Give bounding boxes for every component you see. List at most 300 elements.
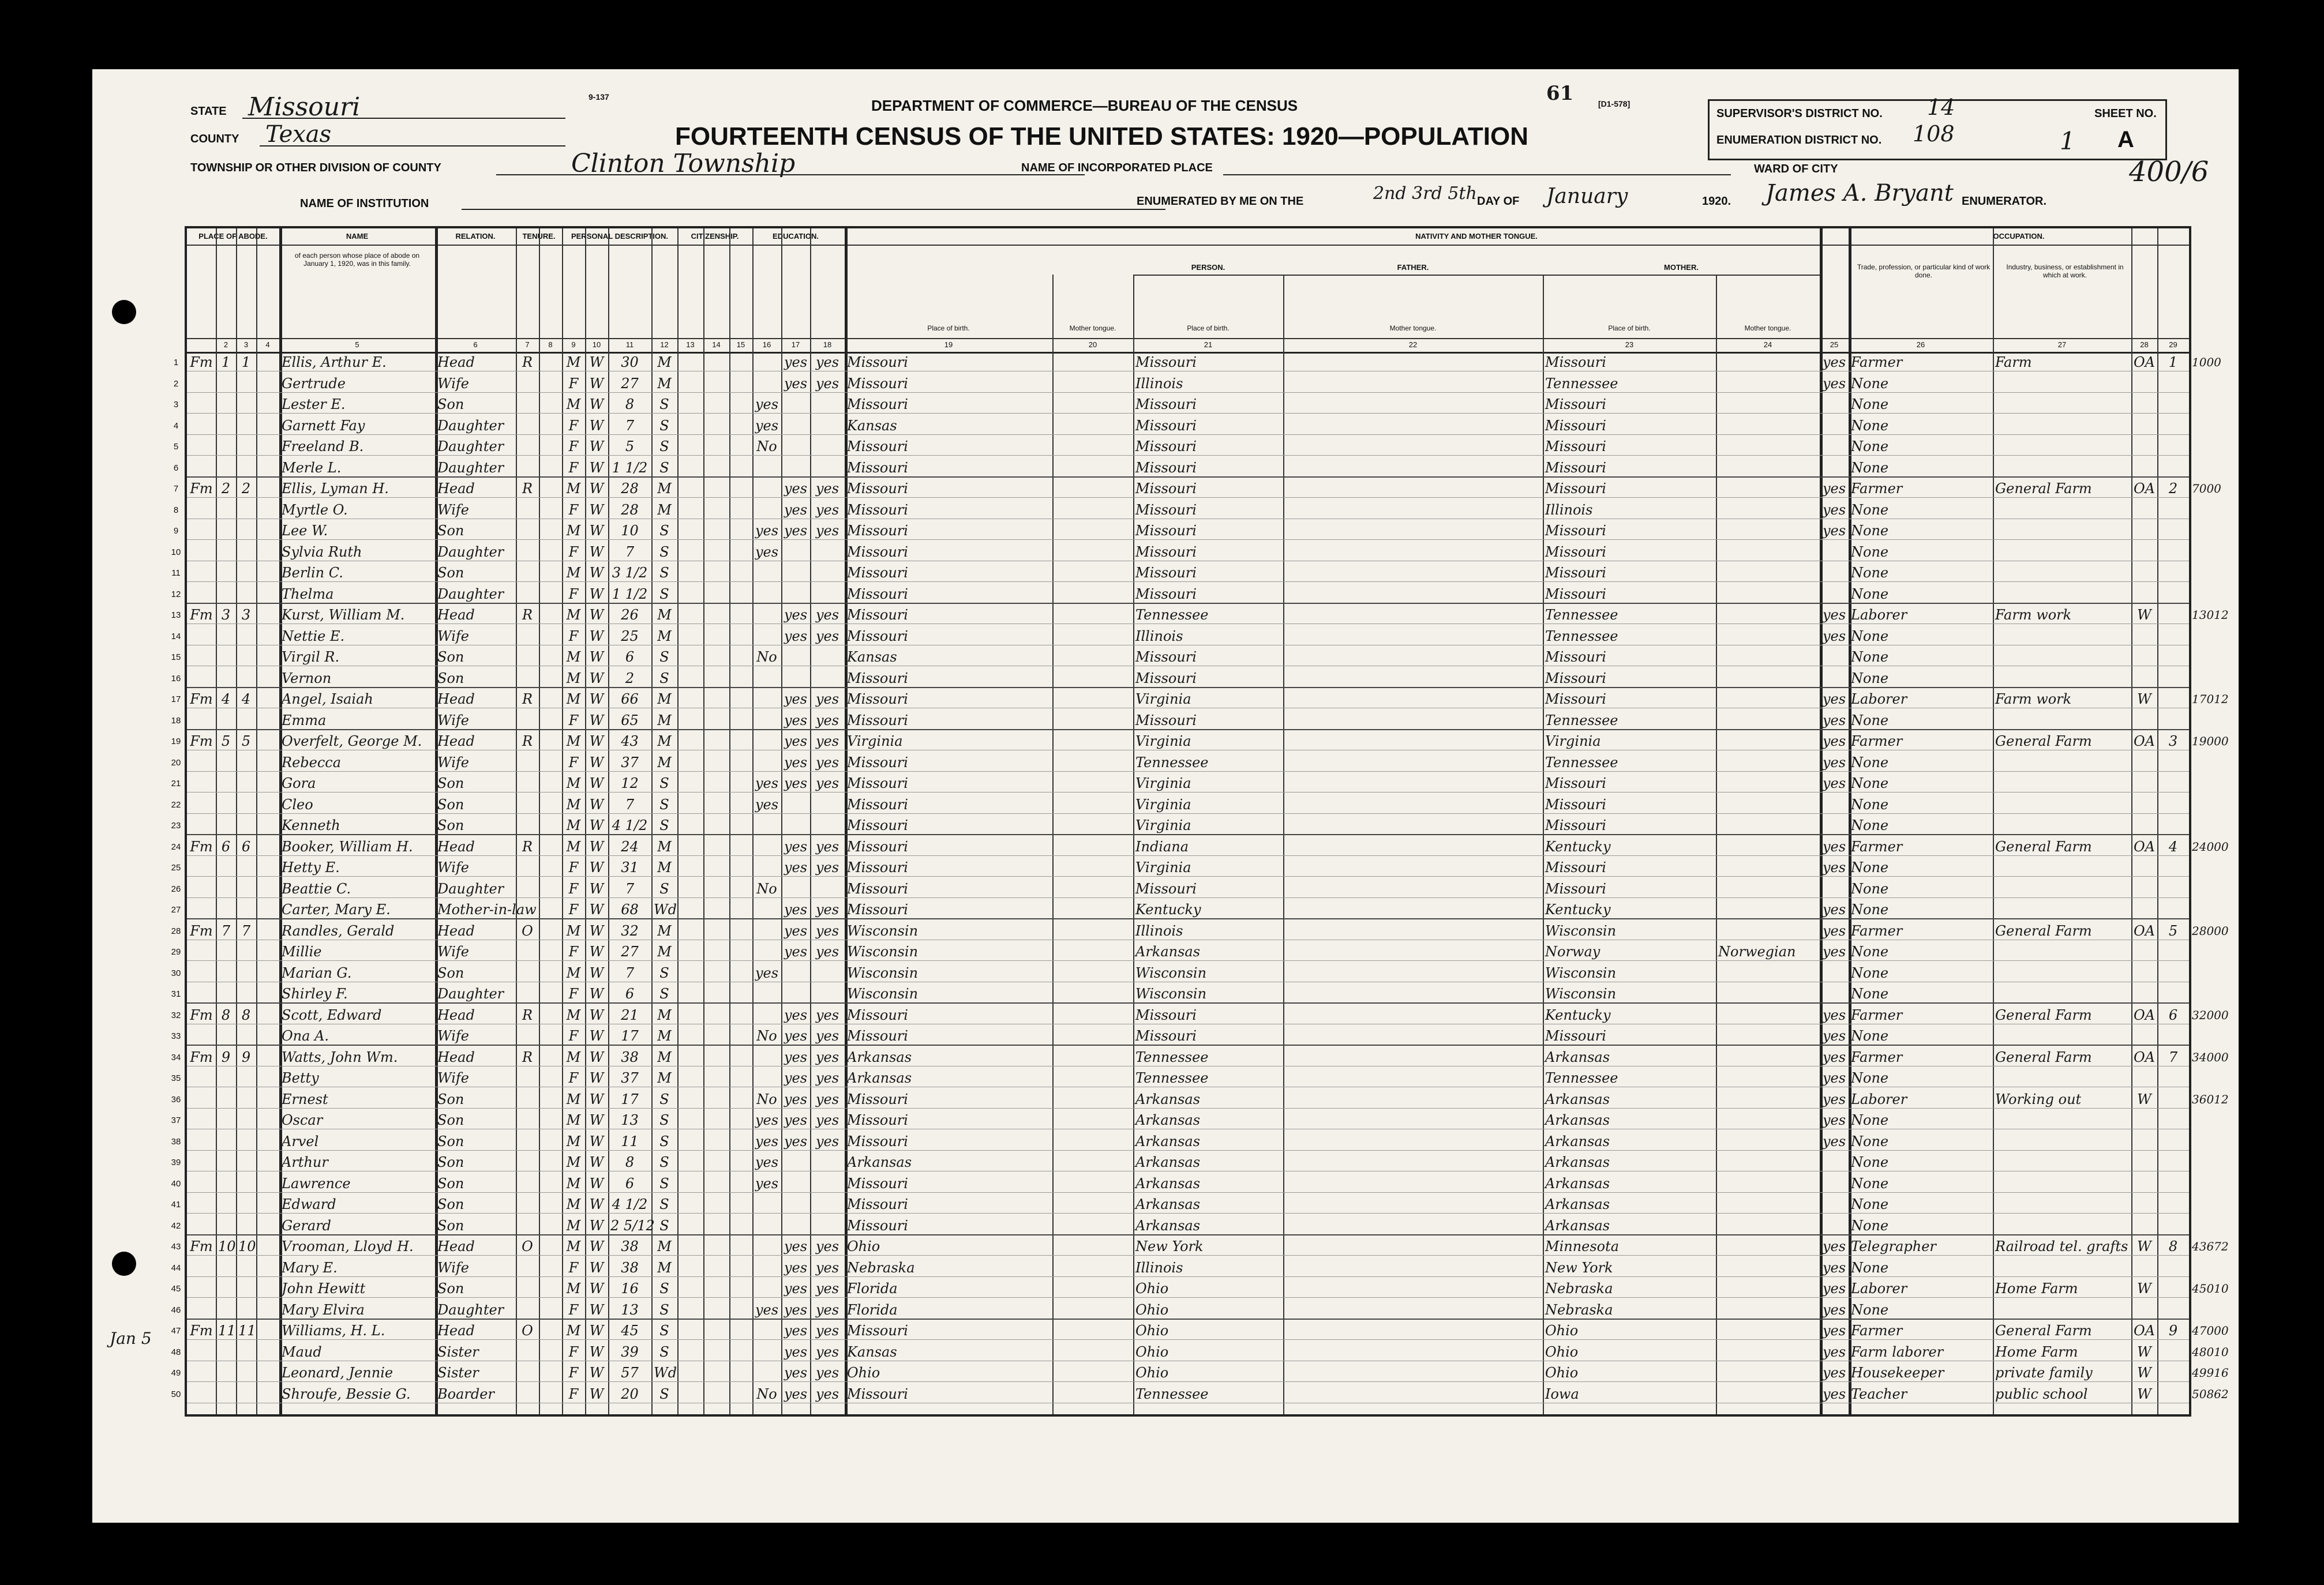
cell-mtongue: [1718, 839, 1817, 855]
cell-ms: Wd: [654, 902, 677, 918]
supervisor-label: SUPERVISOR'S DISTRICT NO.: [1716, 107, 1883, 120]
cell-trade: None: [1851, 880, 1889, 897]
cell-trade: Farmer: [1851, 1323, 1903, 1339]
cell-trade: None: [1851, 817, 1889, 833]
cell-pob: Kansas: [847, 417, 897, 434]
cell-read: yes: [784, 1385, 808, 1402]
hdr-pob-mother: Place of birth.: [1608, 324, 1651, 332]
cell-fpob: Missouri: [1135, 523, 1197, 539]
cell-mtongue: [1718, 1112, 1817, 1129]
cell-cls: W: [2137, 1343, 2151, 1360]
cell-fa: [238, 586, 254, 603]
cell-trade: None: [1851, 796, 1889, 813]
cell-ten: [518, 396, 537, 413]
cell-ms: S: [659, 1175, 669, 1192]
cell-sex: F: [568, 1028, 579, 1044]
cell-rel: Head: [437, 607, 475, 623]
cell-ten: R: [522, 607, 533, 623]
cell-ind: General Farm: [1995, 922, 2092, 939]
line-number: 24: [171, 842, 181, 852]
cell-ms: S: [659, 670, 669, 686]
cell-write: yes: [815, 775, 839, 791]
cell-sex: M: [566, 817, 581, 833]
cell-trade: None: [1851, 944, 1889, 960]
cell-race: W: [589, 838, 604, 855]
line-number: 20: [171, 757, 181, 768]
month-value: January: [1546, 185, 1628, 208]
cell-farm: [2160, 691, 2187, 708]
cell-dw: [218, 1091, 234, 1108]
hdr-tongue-mother: Mother tongue.: [1744, 324, 1791, 332]
cell-read: yes: [784, 1028, 808, 1044]
cell-age: 38: [621, 1259, 639, 1276]
cell-sch: [755, 733, 779, 750]
cell-sch: yes: [755, 543, 779, 560]
line-number: 41: [171, 1200, 181, 1210]
table-row: [171, 1301, 2189, 1320]
cell-sex: M: [566, 1091, 581, 1107]
line-number: 29: [171, 947, 181, 957]
table-row: [171, 754, 2189, 772]
cell-st: [189, 396, 213, 413]
table-row: [171, 1280, 2229, 1298]
cell-race: W: [589, 628, 604, 644]
page-number: 61: [1546, 82, 1574, 105]
cell-code: [2192, 586, 2244, 603]
cell-mtongue: [1718, 1196, 1817, 1213]
cell-fpob: Indiana: [1135, 838, 1189, 855]
cell-sch: [755, 902, 779, 918]
cell-ms: S: [659, 1133, 669, 1150]
cell-fa: 11: [238, 1323, 256, 1339]
cell-ms: S: [659, 523, 669, 539]
cell-trade: None: [1851, 1133, 1889, 1150]
cell-trade: Farmer: [1851, 1049, 1903, 1065]
cell-farm: [2160, 1365, 2187, 1381]
cell-fa: 7: [241, 922, 251, 939]
cell-trade: None: [1851, 1259, 1889, 1276]
cell-cls: [2134, 817, 2155, 834]
cell-race: W: [589, 670, 604, 686]
line-number: 14: [171, 631, 181, 641]
cell-race: W: [589, 964, 604, 981]
cell-write: [812, 817, 842, 834]
cell-write: yes: [815, 480, 839, 497]
column-number: 12: [660, 340, 669, 349]
cell-mpob: Missouri: [1545, 691, 1606, 707]
cell-sex: M: [566, 964, 581, 981]
cell-mpob: Wisconsin: [1545, 964, 1617, 981]
cell-st: Fm: [190, 733, 213, 749]
cell-sch: [755, 502, 779, 519]
cell-write: yes: [815, 1301, 839, 1318]
cell-dw: [218, 523, 234, 539]
cell-code: [2192, 986, 2244, 1002]
cell-mpob: Missouri: [1545, 396, 1606, 412]
cell-write: [812, 1196, 842, 1213]
cell-farm: [2160, 607, 2187, 624]
cell-mpob: Tennessee: [1545, 754, 1618, 771]
cell-name: Beattie C.: [282, 880, 351, 897]
cell-farm: [2160, 1386, 2187, 1403]
cell-code: [2192, 565, 2244, 581]
cell-code: [2192, 375, 2244, 392]
cell-mpob: Missouri: [1545, 459, 1606, 476]
cell-code: [2192, 460, 2244, 476]
cell-race: W: [589, 1028, 604, 1044]
cell-name: Mary Elvira: [282, 1301, 365, 1318]
cell-dw: [218, 1365, 234, 1381]
cell-ten: R: [522, 691, 533, 707]
cell-pob: Missouri: [847, 880, 908, 897]
cell-st: [189, 1196, 213, 1213]
cell-ind: [1995, 1260, 2129, 1276]
cell-dw: [218, 1112, 234, 1129]
cell-mpob: Ohio: [1545, 1323, 1579, 1339]
cell-farm: [2160, 881, 2187, 897]
cell-dw: [218, 418, 234, 434]
cell-age: 38: [621, 1238, 639, 1255]
line-number: 12: [171, 589, 181, 599]
hdr-relation: RELATION.: [455, 232, 496, 241]
cell-sex: F: [568, 1385, 579, 1402]
cell-code: [2192, 881, 2244, 897]
cell-eng: [1822, 881, 1846, 897]
cell-dw: [218, 565, 234, 581]
cell-sch: yes: [755, 964, 779, 981]
cell-age: 28: [621, 501, 639, 518]
cell-race: W: [589, 902, 604, 918]
cell-cls: [2134, 375, 2155, 392]
cell-dw: 6: [221, 838, 231, 855]
cell-sex: F: [568, 712, 579, 728]
doc-code: [D1-578]: [1598, 99, 1630, 108]
cell-ind: [1995, 544, 2129, 561]
cell-pob: Missouri: [847, 354, 908, 370]
hdr-father: FATHER.: [1397, 263, 1429, 272]
cell-farm: 3: [2168, 733, 2178, 749]
cell-fa: [238, 670, 254, 687]
cell-eng: [1822, 396, 1846, 413]
cell-dw: [218, 754, 234, 771]
cell-farm: [2160, 523, 2187, 539]
cell-age: 16: [621, 1280, 639, 1297]
cell-sch: [755, 607, 779, 624]
cell-st: [189, 670, 213, 687]
cell-fpob: Arkansas: [1135, 1196, 1201, 1212]
cell-read: [784, 965, 808, 982]
cell-eng: [1822, 1154, 1846, 1171]
cell-eng: [1822, 965, 1846, 982]
cell-name: Vernon: [282, 670, 332, 686]
cell-mpob: Illinois: [1545, 501, 1593, 518]
cell-trade: Laborer: [1851, 691, 1907, 707]
cell-eng: yes: [1822, 607, 1846, 623]
column-number: 19: [944, 340, 953, 349]
cell-race: W: [589, 1217, 604, 1234]
cell-age: 32: [621, 922, 639, 939]
cell-st: Fm: [190, 691, 213, 707]
cell-mpob: Missouri: [1545, 817, 1606, 833]
cell-mpob: Missouri: [1545, 859, 1606, 876]
cell-ind: [1995, 460, 2129, 476]
table-row: [171, 1049, 2229, 1066]
cell-pob: Missouri: [847, 796, 908, 813]
cell-farm: [2160, 1175, 2187, 1192]
cell-age: 17: [621, 1028, 639, 1044]
cell-eng: yes: [1822, 1365, 1846, 1381]
cell-mtongue: [1718, 523, 1817, 539]
cell-ten: R: [522, 733, 533, 749]
cell-ms: S: [659, 459, 669, 476]
cell-ms: M: [657, 501, 672, 518]
hdr-citizenship: CITIZENSHIP.: [691, 232, 739, 241]
cell-name: Thelma: [282, 585, 334, 602]
cell-read: yes: [784, 523, 808, 539]
cell-sex: M: [566, 1217, 581, 1234]
cell-mtongue: [1718, 986, 1817, 1002]
cell-ms: S: [659, 543, 669, 560]
cell-cls: OA: [2134, 838, 2156, 855]
cell-write: [812, 881, 842, 897]
cell-read: yes: [784, 922, 808, 939]
cell-code: 36012: [2192, 1092, 2229, 1106]
table-row: [171, 1133, 2189, 1151]
cell-farm: [2160, 1091, 2187, 1108]
cell-name: Gerard: [282, 1217, 331, 1234]
table-row: [171, 1259, 2189, 1277]
cell-rel: Head: [437, 922, 475, 939]
cell-sch: yes: [755, 396, 779, 412]
cell-name: Maud: [282, 1343, 322, 1360]
cell-code: [2192, 523, 2244, 539]
cell-ms: M: [657, 922, 672, 939]
cell-age: 38: [621, 1049, 639, 1065]
line-number: 22: [171, 799, 181, 810]
cell-mpob: Arkansas: [1545, 1091, 1610, 1107]
cell-st: [189, 1386, 213, 1403]
cell-fa: [238, 1133, 254, 1150]
cell-ms: S: [659, 1217, 669, 1234]
cell-st: [189, 1091, 213, 1108]
cell-write: [812, 1175, 842, 1192]
table-row: [171, 670, 2189, 688]
cell-read: [784, 544, 808, 561]
cell-write: yes: [815, 1259, 839, 1276]
cell-mtongue: [1718, 1218, 1817, 1234]
cell-pob: Missouri: [847, 607, 908, 623]
cell-rel: Head: [437, 1006, 475, 1023]
cell-sch: [755, 923, 779, 940]
hdr-pob-person: Place of birth.: [927, 324, 970, 332]
cell-pob: Ohio: [847, 1365, 880, 1381]
cell-farm: 8: [2168, 1238, 2178, 1255]
cell-fa: 1: [241, 354, 251, 370]
cell-code: [2192, 502, 2244, 519]
cell-race: W: [589, 438, 604, 455]
cell-read: yes: [784, 1112, 808, 1128]
cell-name: Randles, Gerald: [282, 922, 395, 939]
cell-st: Fm: [190, 922, 213, 939]
column-number: 11: [625, 340, 634, 349]
cell-pob: Missouri: [847, 375, 908, 392]
cell-cls: OA: [2134, 1323, 2156, 1339]
table-row: [173, 459, 2189, 478]
cell-read: [784, 1154, 808, 1171]
cell-st: [189, 586, 213, 603]
cell-st: [189, 523, 213, 539]
cell-pob: Missouri: [847, 859, 908, 876]
cell-st: [189, 775, 213, 792]
cell-mpob: Arkansas: [1545, 1154, 1610, 1170]
cell-fa: [238, 523, 254, 539]
cell-code: [2192, 438, 2244, 455]
cell-mtongue: [1718, 438, 1817, 455]
cell-eng: yes: [1822, 1301, 1846, 1318]
cell-ms: S: [659, 1112, 669, 1128]
cell-mpob: Missouri: [1545, 880, 1606, 897]
cell-rel: Head: [437, 1049, 475, 1065]
cell-mpob: Kentucky: [1545, 838, 1611, 855]
cell-fa: [238, 965, 254, 982]
cell-ms: M: [657, 1259, 672, 1276]
cell-name: Arvel: [282, 1133, 319, 1150]
cell-ten: R: [522, 480, 533, 497]
cell-age: 8: [625, 1154, 635, 1170]
cell-st: [189, 544, 213, 561]
cell-sex: F: [568, 417, 579, 434]
table-row: [171, 1154, 2189, 1171]
cell-ind: Working out: [1995, 1091, 2082, 1107]
table-row: [173, 375, 2189, 393]
cell-rel: Son: [437, 1196, 464, 1212]
cell-dw: [218, 1386, 234, 1403]
cell-sex: M: [566, 649, 581, 665]
cell-cls: OA: [2134, 1049, 2156, 1065]
cell-name: Emma: [282, 712, 327, 728]
cell-name: Lawrence: [282, 1175, 351, 1192]
cell-fpob: Kentucky: [1135, 902, 1201, 918]
cell-mtongue: [1718, 502, 1817, 519]
cell-ten: [518, 944, 537, 960]
cell-fa: [238, 1280, 254, 1297]
cell-age: 37: [621, 754, 639, 771]
cell-pob: Missouri: [847, 1196, 908, 1212]
cell-farm: [2160, 418, 2187, 434]
cell-cls: [2134, 944, 2155, 960]
cell-name: Leonard, Jennie: [282, 1365, 393, 1381]
cell-rel: Son: [437, 1154, 464, 1170]
cell-race: W: [589, 1175, 604, 1192]
cell-ms: S: [659, 565, 669, 581]
cell-read: yes: [784, 691, 808, 707]
cell-code: [2192, 1112, 2244, 1129]
cell-write: yes: [815, 1028, 839, 1044]
column-number: 8: [548, 340, 553, 349]
cell-write: [812, 544, 842, 561]
cell-fa: [238, 1154, 254, 1171]
cell-st: Fm: [190, 607, 213, 623]
cell-ms: S: [659, 1196, 669, 1212]
cell-ind: General Farm: [1995, 1323, 2092, 1339]
punch-hole-top: [112, 300, 136, 324]
cell-cls: [2134, 1133, 2155, 1150]
cell-st: [189, 438, 213, 455]
cell-dw: [218, 1218, 234, 1234]
cell-code: [2192, 396, 2244, 413]
cell-code: [2192, 1218, 2244, 1234]
cell-trade: None: [1851, 565, 1889, 581]
column-number: 22: [1408, 340, 1418, 349]
cell-ms: M: [657, 944, 672, 960]
cell-pob: Arkansas: [847, 1049, 912, 1065]
cell-age: 6: [625, 649, 635, 665]
line-number: 5: [173, 442, 179, 452]
cell-rel: Son: [437, 396, 464, 412]
cell-mtongue: [1718, 754, 1817, 771]
cell-st: [189, 502, 213, 519]
cell-fpob: Virginia: [1135, 859, 1191, 876]
cell-eng: [1822, 460, 1846, 476]
cell-st: [189, 944, 213, 960]
cell-sch: [755, 460, 779, 476]
cell-mtongue: [1718, 1070, 1817, 1087]
cell-fpob: Tennessee: [1135, 1385, 1209, 1402]
cell-ind: Home Farm: [1995, 1280, 2078, 1297]
cell-write: yes: [815, 1133, 839, 1150]
cell-read: [784, 881, 808, 897]
cell-ms: S: [659, 1280, 669, 1297]
cell-pob: Wisconsin: [847, 964, 919, 981]
cell-trade: None: [1851, 754, 1889, 771]
cell-name: Kenneth: [282, 817, 340, 833]
cell-mtongue: [1718, 1280, 1817, 1297]
column-number: 23: [1625, 340, 1634, 349]
cell-st: [189, 649, 213, 666]
cell-write: yes: [815, 859, 839, 876]
cell-mtongue: [1718, 396, 1817, 413]
cell-read: yes: [784, 754, 808, 771]
cell-fa: [238, 1196, 254, 1213]
cell-farm: [2160, 502, 2187, 519]
cell-ten: [518, 1302, 537, 1319]
cell-sex: M: [566, 1112, 581, 1128]
cell-sch: [755, 1260, 779, 1276]
cell-st: [189, 1112, 213, 1129]
cell-st: Fm: [190, 1238, 213, 1255]
cell-mtongue: [1718, 712, 1817, 729]
table-row: [171, 1196, 2189, 1214]
cell-pob: Missouri: [847, 628, 908, 644]
cell-sch: No: [756, 880, 777, 897]
cell-ind: [1995, 565, 2129, 581]
cell-pob: Missouri: [847, 501, 908, 518]
cell-cls: [2134, 797, 2155, 813]
cell-race: W: [589, 796, 604, 813]
cell-age: 68: [621, 902, 639, 918]
cell-eng: yes: [1822, 1323, 1846, 1339]
cell-sch: [755, 754, 779, 771]
cell-code: 19000: [2192, 734, 2229, 748]
cell-ind: [1995, 1175, 2129, 1192]
cell-rel: Son: [437, 1280, 464, 1297]
ward-label: WARD OF CITY: [1754, 163, 1838, 175]
cell-rel: Daughter: [437, 585, 504, 602]
cell-age: 43: [621, 733, 639, 749]
state-label: STATE: [190, 105, 227, 118]
cell-farm: [2160, 1070, 2187, 1087]
cell-fa: 10: [238, 1238, 256, 1255]
